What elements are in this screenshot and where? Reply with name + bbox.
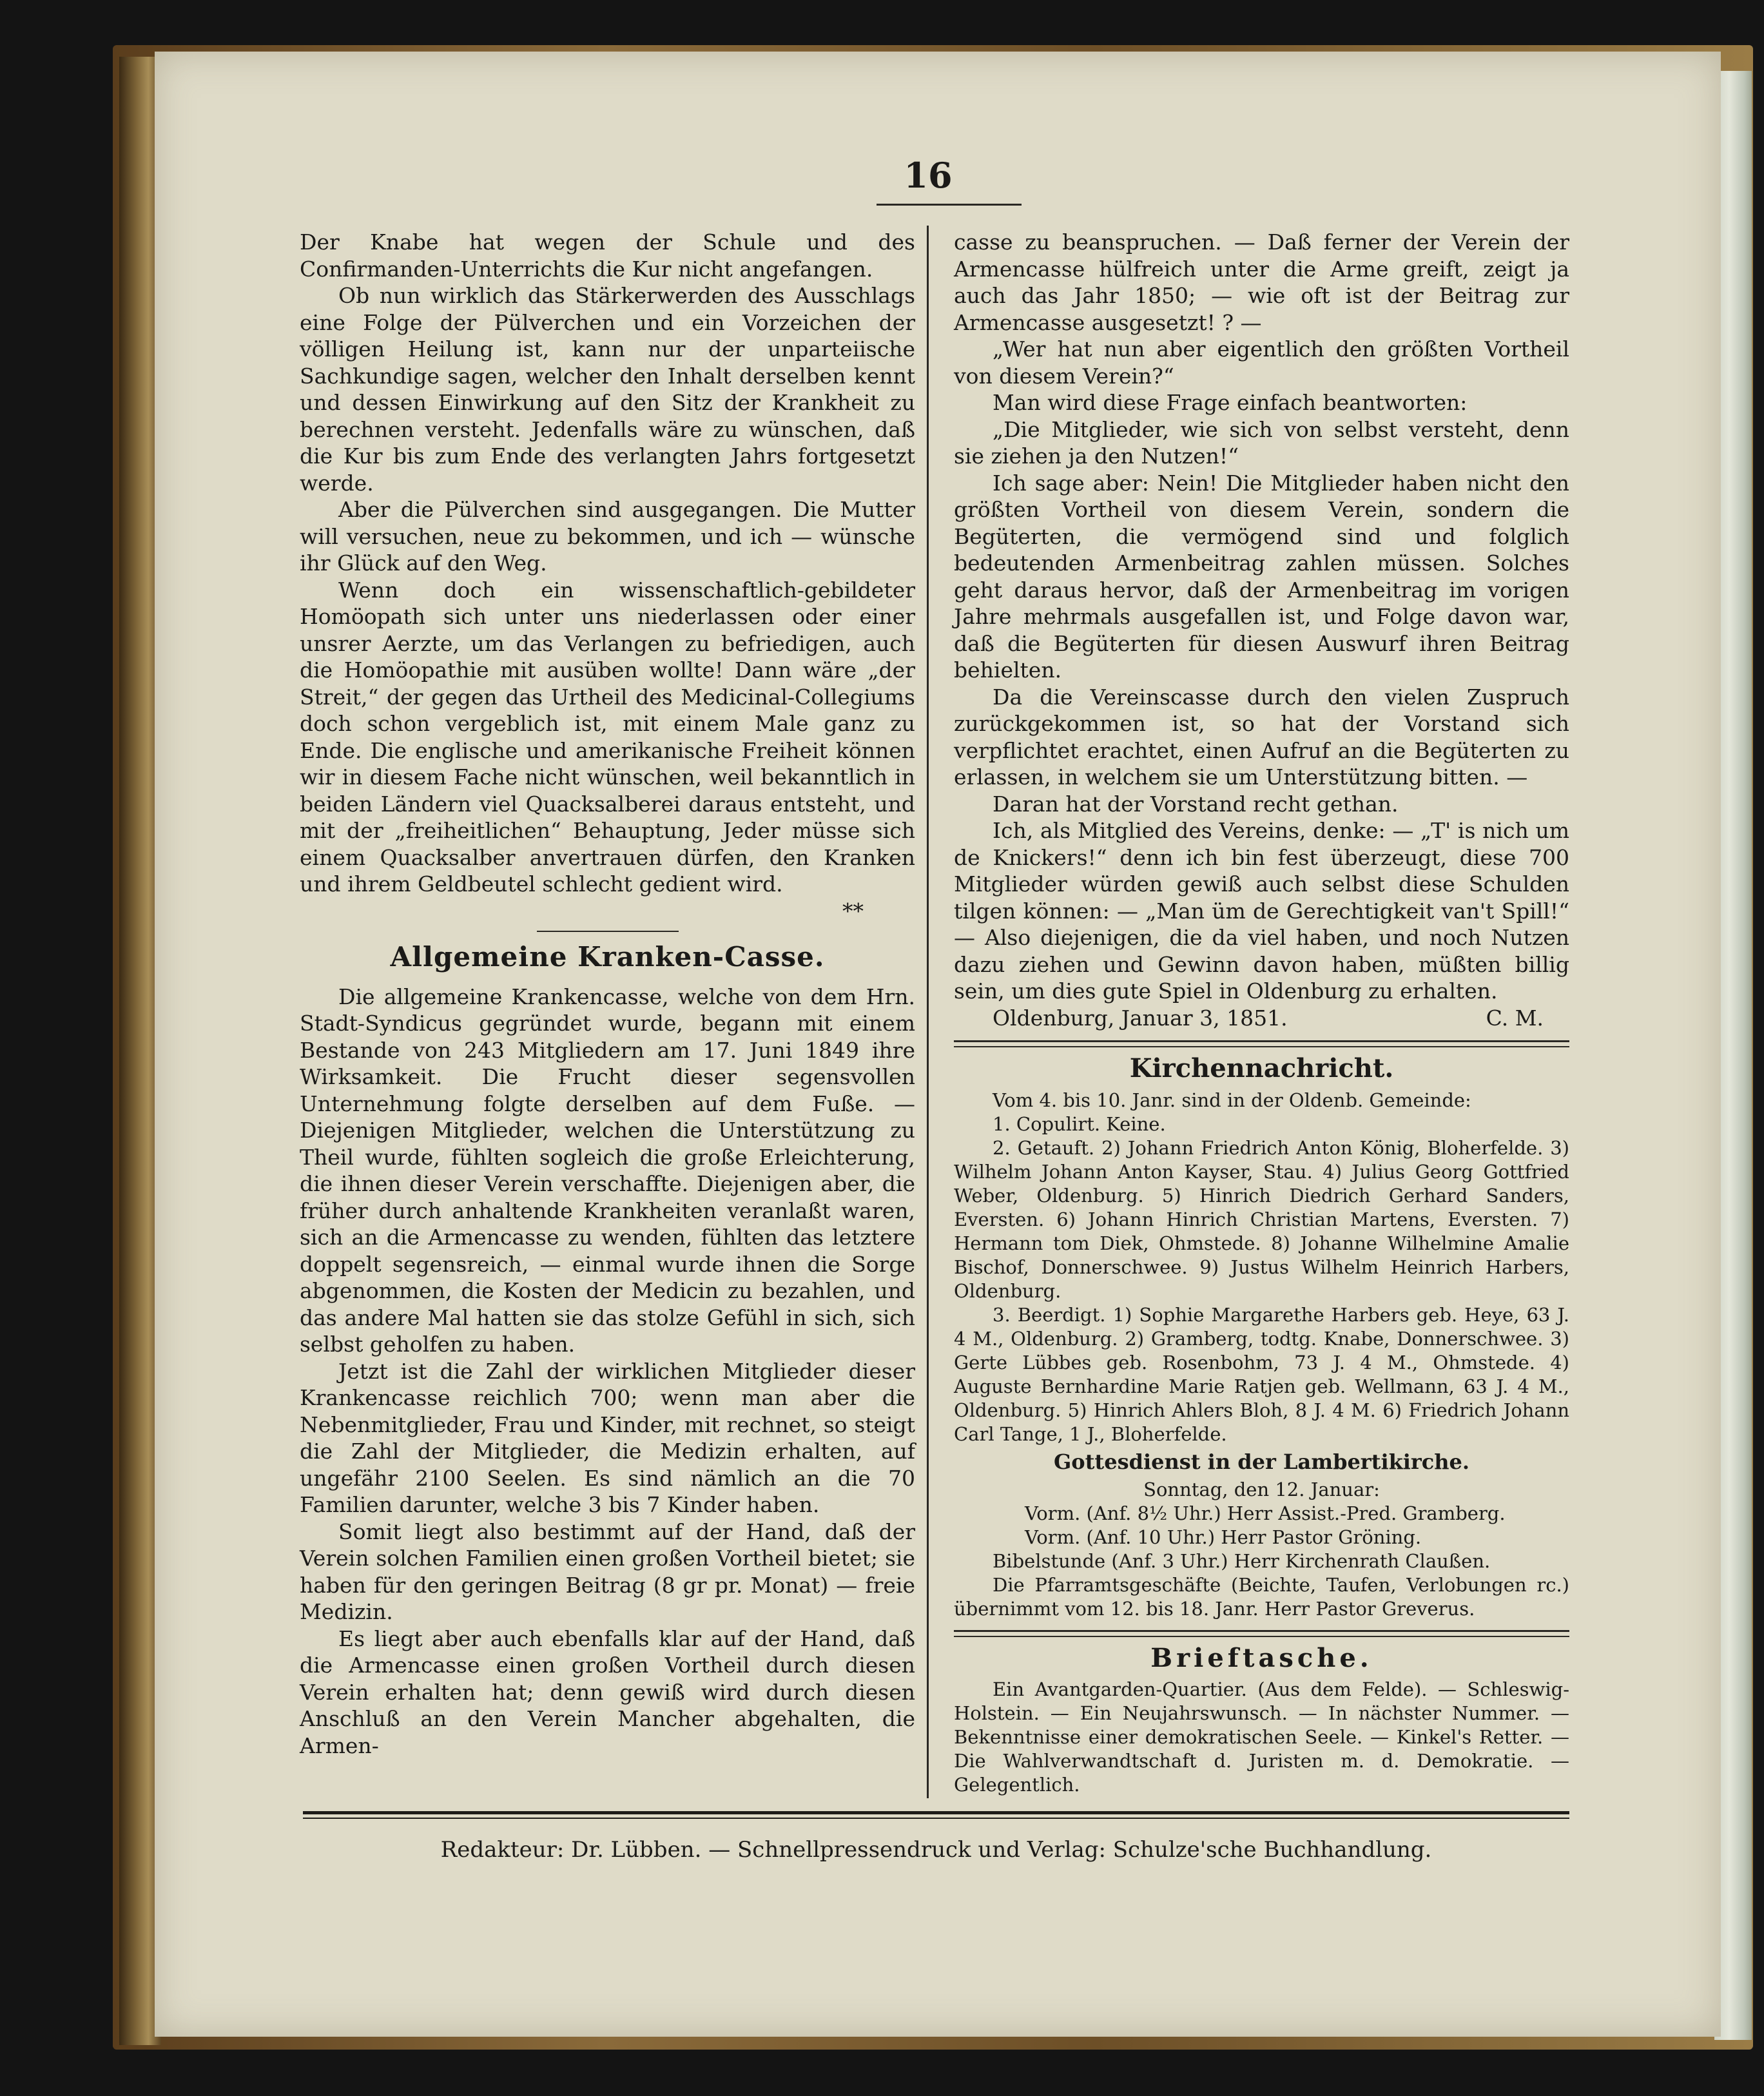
- article-paragraph: Es liegt aber auch ebenfalls klar auf der Hand, daß die Armencasse einen großen Vortheil durch diesen Verein erhalten hat; denn gewiß wird durch diesen Anschluß an den Verein Mancher abgehalten, die Armen-: [300, 1625, 915, 1758]
- article-paragraph: Man wird diese Frage einfach beantworten:: [993, 390, 1468, 415]
- service-line: Vorm. (Anf. 10 Uhr.) Herr Pastor Gröning.: [1025, 1526, 1422, 1548]
- article-paragraph: Ob nun wirklich das Stärkerwerden des Ausschlags eine Folge der Pülverchen und ein Vorzeichen der völligen Heilung ist, kann nur der unparteiische Sachkundige sagen, welcher den Inhalt derselben kennt und dessen Einwirkung auf den Sitz der Krankheit zu berechnen versteht. Jedenfalls wäre zu wünschen, daß die Kur bis zum Ende des verlangten Jahrs fortgesetzt werde.: [300, 283, 915, 496]
- article-paragraph: Ich, als Mitglied des Vereins, denke: — „T' is nich um de Knickers!“ denn ich bin fest überzeugt, diese 700 Mitglieder würden gewiß auch selbst diese Schulden tilgen können: — „Man üm de Gerechtigkeit van't Spill!“ — Also diejenigen, die da viel haben, und noch Nutzen dazu ziehen und Gewinn davon haben, müßten billig sein, um dies gute Spiel in Oldenburg zu erhalten.: [954, 818, 1569, 1004]
- column-divider: [927, 226, 929, 1798]
- article-paragraph: Daran hat der Vorstand recht gethan.: [993, 791, 1399, 817]
- article-paragraph: Die allgemeine Krankencasse, welche von dem Hrn. Stadt-Syndicus gegründet wurde, begann mit einem Bestande von 243 Mitgliedern am 17. Juni 1849 ihre Wirksamkeit. Die Frucht dieser segensvollen Unternehmung folgte derselben auf dem Fuße. — Diejenigen Mitglieder, welchen die Unterstützung zu Theil wurde, fühlten sogleich die große Erleichterung, die ihnen dieser Verein verschaffte. Diejenigen aber, die früher durch anhaltende Krankheiten veranlaßt waren, sich an die Armencasse zu wenden, fühlten das letztere doppelt segensreich, — einmal wurde ihnen die Sorge abgenommen, die Kosten der Medicin zu bezahlen, und das andere Mal hatten sie das stolze Gefühl in sich, sich selbst geholfen zu haben.: [300, 984, 915, 1357]
- section-rule: [954, 1630, 1569, 1637]
- page-number: 16: [904, 155, 953, 196]
- section-rule: [537, 931, 679, 932]
- church-heading: Kirchennachricht.: [1129, 1053, 1394, 1083]
- church-beerdigt: 3. Beerdigt. 1) Sophie Margarethe Harbers geb. Heye, 63 J. 4 M., Oldenburg. 2) Gramberg, todtg. Knabe, Donnerschwee. 3) Gerte Lübbes geb. Rosenbohm, 73 J. 4 M., Ohmstede. 4) Auguste Bernhardine Marie Ratjen geb. Wellmann, 63 J. 4 M., Oldenburg. 5) Hinrich Ahlers Bloh, 8 J. 4 M. 6) Friedrich Johann Carl Tange, 1 J., Bloherfelde.: [954, 1303, 1569, 1445]
- left-column: [300, 229, 915, 1759]
- article-paragraph: Da die Vereinscasse durch den vielen Zuspruch zurückgekommen ist, so hat der Vorstand sich verpflichtet erachtet, einen Aufruf an die Begüterten zu erlassen, in welchem sie um Unterstützung bitten. —: [954, 684, 1569, 790]
- footer-rule: [303, 1818, 1569, 1819]
- article-paragraph: Der Knabe hat wegen der Schule und des Confirmanden-Unterrichts die Kur nicht angefangen.: [300, 229, 915, 282]
- service-note: Die Pfarramtsgeschäfte (Beichte, Taufen, Verlobungen rc.) übernimmt vom 12. bis 18. Janr. Herr Pastor Greverus.: [954, 1573, 1569, 1620]
- imprint-footer: Redakteur: Dr. Lübben. — Schnellpressendruck und Verlag: Schulze'sche Buchhandlung.: [440, 1837, 1432, 1863]
- right-column: [954, 229, 1569, 1797]
- church-copulirt: 1. Copulirt. Keine.: [993, 1112, 1166, 1135]
- section-heading: Allgemeine Kranken-Casse.: [390, 941, 825, 973]
- service-heading: Gottesdienst in der Lambertikirche.: [1053, 1449, 1470, 1474]
- article-paragraph: Wenn doch ein wissenschaftlich-gebildeter Homöopath sich unter uns niederlassen oder einer unsrer Aerzte, um das Verlangen zu befriedigen, auch die Homöopathie mit ausüben wollte! Dann wäre „der Streit,“ der gegen das Urtheil des Medicinal-Collegiums doch schon vergeblich ist, mit einem Male ganz zu Ende. Die englische und amerikanische Freiheit können wir in diesem Fache nicht wünschen, weil bekanntlich in beiden Ländern viel Quacksalberei daraus entsteht, und mit der „freiheitlichen“ Behauptung, Jeder müsse sich einem Quacksalber anvertrauen dürfen, den Kranken und ihrem Geldbeutel schlecht gedient wird.: [300, 577, 915, 897]
- service-date: Sonntag, den 12. Januar:: [1143, 1478, 1380, 1500]
- footer-rule: [303, 1811, 1569, 1814]
- article-signature: **: [842, 898, 864, 924]
- church-getauft: 2. Getauft. 2) Johann Friedrich Anton König, Bloherfelde. 3) Wilhelm Johann Anton Kayser, Stau. 4) Julius Georg Gottfried Weber, Oldenburg. 5) Hinrich Diedrich Gerhard Sanders, Eversten. 6) Johann Hinrich Christian Martens, Eversten. 7) Hermann tom Diek, Ohmstede. 8) Johanne Wilhelmine Amalie Bischof, Donnerschwee. 9) Justus Wilhelm Heinrich Harbers, Oldenburg.: [954, 1136, 1569, 1302]
- article-paragraph: Ich sage aber: Nein! Die Mitglieder haben nicht den größten Vortheil von diesem Verein, sondern die Begüterten, die vermögend sind und folglich bedeutenden Armenbeitrag zahlen müssen. Solches geht daraus hervor, daß der Armenbeitrag im vorigen Jahre mehrmals ausgefallen ist, und Folge davon war, daß die Begüterten für diesen Auswurf ihren Beitrag behielten.: [954, 470, 1569, 683]
- service-line: Vorm. (Anf. 8½ Uhr.) Herr Assist.-Pred. Gramberg.: [1025, 1502, 1506, 1524]
- article-paragraph: Aber die Pülverchen sind ausgegangen. Die Mutter will versuchen, neue zu bekommen, und ich — wünsche ihr Glück auf den Weg.: [300, 497, 915, 576]
- signoff-place-date: Oldenburg, Januar 3, 1851.: [993, 1005, 1288, 1031]
- mailbox-text: Ein Avantgarden-Quartier. (Aus dem Felde). — Schleswig-Holstein. — Ein Neujahrswunsch. — In nächster Nummer. — Bekenntnisse einer demokratischen Seele. — Kinkel's Retter. — Die Wahlverwandtschaft d. Juristen m. d. Demokratie. — Gelegentlich.: [954, 1678, 1569, 1796]
- article-paragraph: Somit liegt also bestimmt auf der Hand, daß der Verein solchen Familien einen großen Vortheil bietet; sie haben für den geringen Beitrag (8 gr pr. Monat) — freie Medizin.: [300, 1519, 915, 1624]
- article-paragraph: Jetzt ist die Zahl der wirklichen Mitglieder dieser Krankencasse reichlich 700; wenn man aber die Nebenmitglieder, Frau und Kinder, mit rechnet, so steigt die Zahl der Mitglieder, die Medizin erhalten, auf ungefähr 2100 Seelen. Es sind nämlich an die 70 Familien darunter, welche 3 bis 7 Kinder haben.: [300, 1358, 915, 1517]
- signoff-initials: C. M.: [1486, 1005, 1544, 1031]
- signoff: [954, 1005, 1569, 1032]
- section-rule: [954, 1040, 1569, 1047]
- service-line: Bibelstunde (Anf. 3 Uhr.) Herr Kirchenrath Claußen.: [993, 1549, 1491, 1572]
- article-paragraph: „Die Mitglieder, wie sich von selbst versteht, denn sie ziehen ja den Nutzen!“: [954, 416, 1569, 469]
- article-paragraph: „Wer hat nun aber eigentlich den größten Vortheil von diesem Verein?“: [954, 336, 1569, 389]
- article-paragraph: casse zu beanspruchen. — Daß ferner der Verein der Armencasse hülfreich unter die Arme greift, zeigt ja auch das Jahr 1850; — wie oft ist der Beitrag zur Armencasse ausgesetzt! ? —: [954, 229, 1569, 335]
- mailbox-heading: Brieftasche.: [1150, 1642, 1373, 1673]
- church-intro: Vom 4. bis 10. Janr. sind in der Oldenb. Gemeinde:: [993, 1089, 1471, 1111]
- header-rule: [877, 204, 1022, 206]
